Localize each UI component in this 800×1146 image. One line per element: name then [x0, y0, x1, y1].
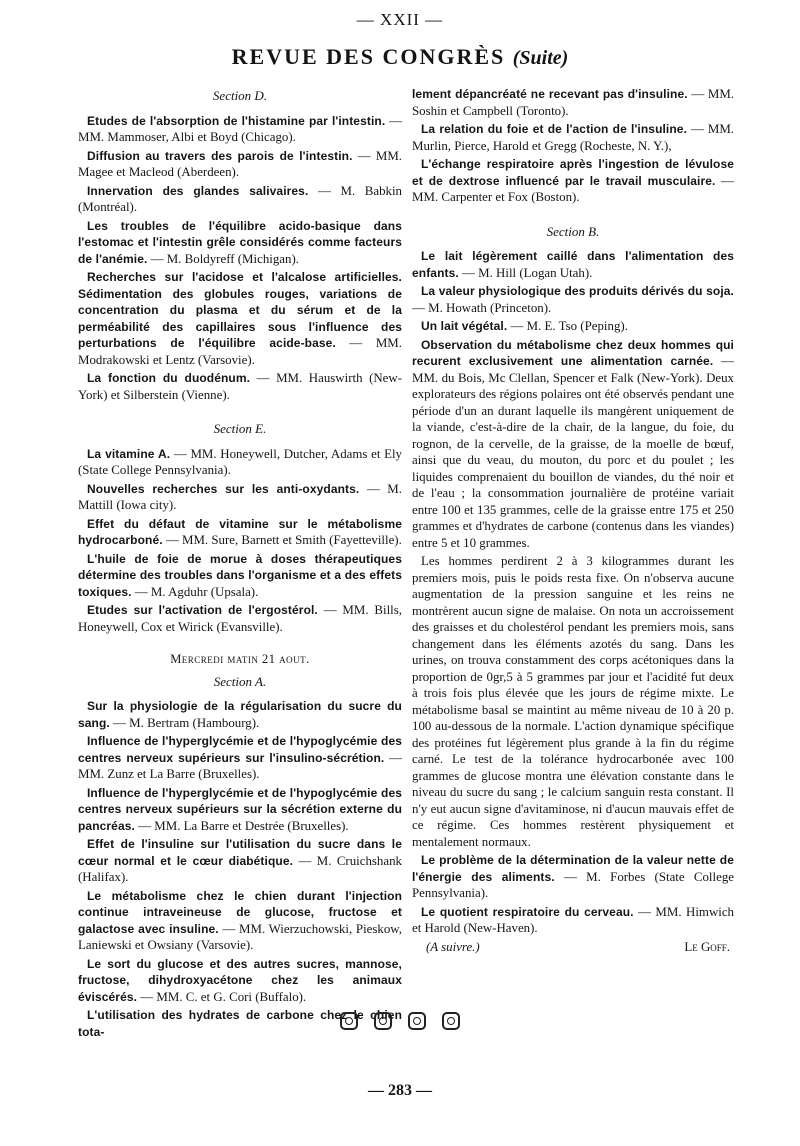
entry-d2	[78, 148, 402, 181]
entry-a3	[78, 785, 402, 835]
entry-authors: — MM. Mammoser, Albi et Boyd (Chicago).	[78, 113, 402, 144]
signature-line	[412, 939, 734, 956]
entry-d6	[78, 370, 402, 403]
page-number-roman: — XXII —	[356, 10, 444, 29]
entry-a4	[78, 836, 402, 886]
entry-title: Le sort du glucose et des autres sucres, mannose, fructose, dihydroxyacétone chez les animaux éviscérés.	[78, 956, 402, 1004]
entry-a5	[78, 888, 402, 954]
entry-authors: — MM. Honeywell, Dutcher, Adams et Ely (State College Pennsylvania).	[78, 446, 402, 477]
entry-title: Effet du défaut de vitamine sur le métabolisme hydrocarboné.	[78, 516, 402, 547]
entry-b7	[412, 904, 734, 937]
entry-title: L'échange respiratoire après l'ingestion de lévulose et de dextrose influencé par le travail musculaire.	[412, 157, 734, 188]
entry-title: Effet de l'insuline sur l'utilisation du sucre dans le cœur normal et le cœur diabétique.	[78, 837, 402, 868]
entry-authors: — MM. Magee et Macleod (Aberdeen).	[78, 148, 402, 179]
entry-authors: — M. Agduhr (Upsala).	[131, 584, 259, 599]
entry-title: La vitamine A.	[87, 446, 171, 461]
entry-authors: — M. Forbes (State College Pennsylvania).	[412, 869, 734, 900]
entry-title: Nouvelles recherches sur les anti-oxydants.	[87, 481, 360, 496]
entry-b2	[412, 283, 734, 316]
entry-authors: — M. Hill (Logan Utah).	[458, 265, 593, 280]
knot-ornament-icon	[408, 1012, 426, 1030]
entry-title: Le lait légèrement caillé dans l'alimentation des enfants.	[412, 249, 734, 280]
entry-title: Etudes de l'absorption de l'histamine par l'intestin.	[87, 113, 386, 128]
entry-a2	[78, 733, 402, 783]
entry-authors: — MM. Soshin et Campbell (Toronto).	[412, 87, 734, 118]
entry-a1	[78, 698, 402, 731]
entry-r0	[412, 86, 734, 119]
entry-a6	[78, 956, 402, 1006]
right-column	[412, 86, 734, 955]
entry-authors: — M. Howath (Princeton).	[412, 300, 552, 315]
author-signature: Le Goff.	[684, 939, 730, 954]
entry-authors: — M. Mattill (Iowa city).	[78, 481, 402, 512]
knot-ornament-icon	[442, 1012, 460, 1030]
entry-authors: — M. Babkin (Montréal).	[78, 183, 403, 214]
entry-authors: — M. E. Tso (Peping).	[507, 319, 628, 333]
entry-authors: — MM. Bills, Honeywell, Cox et Wirick (Evansville).	[78, 603, 402, 634]
entry-title: lement dépancréaté ne recevant pas d'insuline.	[412, 87, 688, 101]
entry-title: Etudes sur l'activation de l'ergostérol.	[87, 603, 318, 617]
section-heading-d: Section D.	[212, 88, 268, 103]
title-suite: (Suite)	[512, 47, 569, 69]
entry-title: Le métabolisme chez le chien durant l'injection continue intraveineuse de glucose, fructose et galactose avec insuline.	[78, 888, 402, 936]
entry-e3	[78, 516, 402, 549]
entry-authors: — MM. Wierzuchowski, Pieskow, Laniewski et Owsiany (Varsovie).	[78, 921, 403, 952]
entry-authors: — MM. Himwich et Harold (New-Haven).	[412, 904, 734, 935]
entry-title: Influence de l'hyperglycémie et de l'hypoglycémie des centres nerveux supérieurs sur l'insulino-sécrétion.	[78, 734, 402, 765]
entry-r2	[412, 156, 734, 206]
entry-authors: — MM. Sure, Barnett et Smith (Fayetteville).	[162, 533, 402, 547]
entry-authors: — MM. Hauswirth (New-York) et Silberstein (Vienne).	[78, 371, 402, 402]
entry-authors: — MM. La Barre et Destrée (Bruxelles).	[134, 818, 349, 833]
left-column	[78, 84, 402, 1042]
entry-b6	[412, 852, 734, 902]
section-heading-b: Section B.	[546, 223, 600, 239]
ornament-row	[0, 1012, 800, 1030]
entry-e4	[78, 551, 402, 601]
entry-title: La relation du foie et de l'action de l'insuline.	[421, 122, 688, 136]
entry-title: L'utilisation des hydrates de carbone chez le chien tota-	[78, 1008, 402, 1039]
entry-e1	[78, 446, 402, 479]
entry-authors: — M. Cruichshank (Halifax).	[78, 853, 402, 884]
entry-title: Le quotient respiratoire du cerveau.	[421, 904, 634, 919]
section-heading-e: Section E.	[213, 421, 267, 436]
entry-d5	[78, 269, 402, 368]
entry-authors: — MM. Modrakowski et Lentz (Varsovie).	[78, 336, 402, 367]
entry-title: Sur la physiologie de la régularisation du sucre du sang.	[78, 699, 402, 730]
entry-title: Innervation des glandes salivaires.	[87, 183, 309, 198]
title-text: REVUE DES CONGRÈS	[231, 44, 506, 69]
entry-authors: — MM. Murlin, Pierce, Harold et Gregg (Rocheste, N. Y.),	[412, 122, 735, 153]
entry-title: L'huile de foie de morue à doses thérapeutiques détermine des troubles dans l'organisme et a des effets toxiques.	[78, 551, 402, 599]
entry-title: Recherches sur l'acidose et l'alcalose artificielles. Sédimentation des globules rouges, variations de concentration du plasma et du sérum et de la perméabilité des capillaires sous l'influence des perturbations de l'équilibre acide-base.	[78, 270, 402, 350]
knot-ornament-icon	[374, 1012, 392, 1030]
entry-authors: — MM. Zunz et La Barre (Bruxelles).	[78, 750, 403, 781]
to-be-continued: (A suivre.)	[426, 939, 480, 954]
entry-e2	[78, 481, 402, 514]
entry-r1	[412, 121, 734, 154]
entry-title: Le problème de la détermination de la valeur nette de l'énergie des aliments.	[412, 853, 734, 884]
page-number: — 283 —	[368, 1082, 432, 1099]
entry-title: Les troubles de l'équilibre acido-basique dans l'estomac et l'intestin grêle considérés comme facteurs de l'anémie.	[78, 218, 402, 266]
entry-title: Observation du métabolisme chez deux hommes qui recurent exclusivement une alimentation carnée.	[412, 337, 734, 368]
entry-d3	[78, 183, 402, 216]
entry-title: Influence de l'hyperglycémie et de l'hypoglycémie des centres nerveux supérieurs sur la sécrétion externe du pancréas.	[78, 785, 402, 833]
entry-b1	[412, 248, 734, 281]
entry-b4	[412, 337, 734, 552]
entry-body: — MM. du Bois, Mc Clellan, Spencer et Falk (New-York). Deux explorateurs des régions polaires ont été observés pendant une période d'un an durant laquelle ils mangèrent uniquement de la viande, c'est-à-dire de la chair, de la langue, du foie, du rognon, de la cervelle, de la graisse, de la moelle de bœuf, ainsi que du veau, du mouton, du porc et du poulet ; les liquides comprenaient du bouillon de viandes, du thé noir et de l'eau ; la consommation journalière de protéine variait entre 100 et 135 grammes, celle de la graisse entre 175 et 250 grammes et d'hydrates de carbone (contenus dans les viandes) entre 5 et 10 grammes.	[412, 354, 734, 550]
entry-d1	[78, 113, 402, 146]
entry-authors: — M. Bertram (Hambourg).	[109, 715, 260, 730]
entry-d4	[78, 218, 402, 268]
dateline: Mercredi matin 21 aout.	[170, 652, 310, 666]
entry-e5	[78, 602, 402, 635]
entry-title: Un lait végétal.	[421, 319, 508, 333]
page-title	[0, 44, 800, 70]
entry-title: Diffusion au travers des parois de l'intestin.	[87, 148, 353, 163]
entry-authors: — MM. C. et G. Cori (Buffalo).	[137, 989, 307, 1004]
entry-b3	[412, 318, 734, 335]
entry-authors: — MM. Carpenter et Fox (Boston).	[412, 173, 734, 204]
entry-title: La valeur physiologique des produits dérivés du soja.	[421, 284, 734, 298]
paragraph-b5: Les hommes perdirent 2 à 3 kilogrammes durant les premiers mois, puis le poids resta fixe. On n'observa aucune augmentation de la pression sanguine et les reins ne montrèrent aucun signe de malaise. On nota un accroissement des graisses et du cholestérol pendant les premiers mois, sans changement dans les éléments azotés du sang. Dans les urines, on trouva constamment des corps acétoniques dans la proportion de 0gr,5 à 5 grammes par jour et l'acidité fut deux à trois fois plus élevée que les jours de régime mixte. Le métabolisme basal se maintint au même niveau de 10 à 20 p. 100 au-dessous de la normale. L'action dynamique spécifique des protéines fut légèrement plus grande à la fin du régime carné. Le test de la tolérance hydrocarbonée avec 100 grammes de glucose montra une élévation constante dans le niveau du sucre du sang ; le calcium sanguin resta constant. Il n'y eut aucun signe d'avitaminose, ni d'aucun mauvais effet de ce régime. Ces hommes restèrent physiquement et mentalement normaux.	[412, 554, 734, 849]
knot-ornament-icon	[340, 1012, 358, 1030]
section-heading-a: Section A.	[213, 673, 267, 689]
entry-title: La fonction du duodénum.	[87, 371, 251, 385]
entry-authors: — M. Boldyreff (Michigan).	[147, 251, 299, 266]
